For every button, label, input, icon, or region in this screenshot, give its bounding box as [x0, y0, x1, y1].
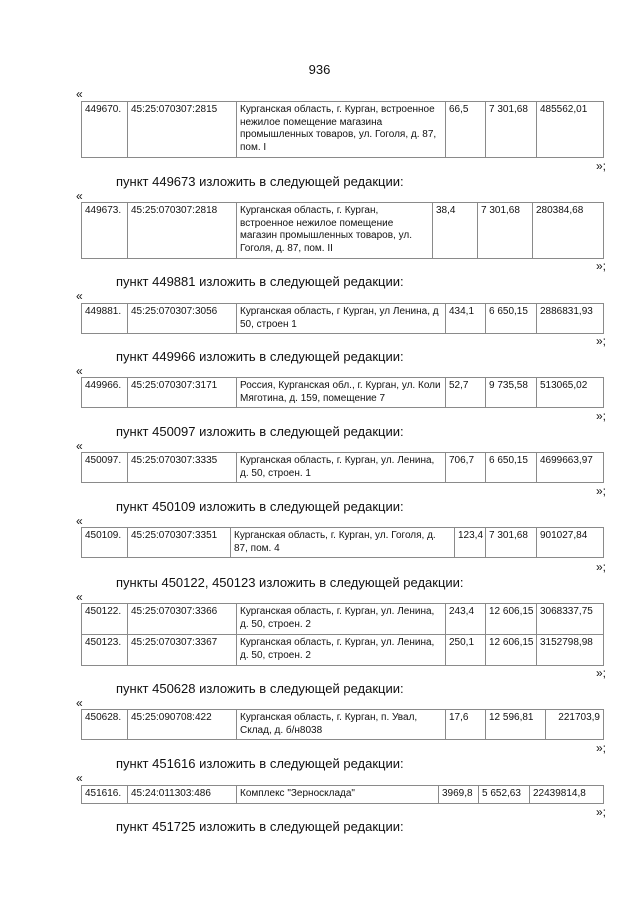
price: 7 301,68 — [478, 203, 533, 259]
area: 706,7 — [446, 453, 486, 483]
instruction: пункт 451725 изложить в следующей редакции: — [116, 819, 404, 834]
cadastral-number: 45:25:070307:3367 — [128, 635, 237, 666]
area: 243,4 — [446, 604, 486, 635]
area: 17,6 — [446, 710, 486, 740]
address: Комплекс "Зерносклада" — [237, 786, 439, 804]
price: 9 735,58 — [486, 378, 537, 408]
total: 513065,02 — [537, 378, 604, 408]
area: 434,1 — [446, 304, 486, 334]
close-quote: »; — [596, 805, 607, 819]
record-table — [81, 377, 604, 408]
record-table — [81, 603, 604, 666]
open-quote: « — [76, 289, 83, 303]
total: 3152798,98 — [537, 635, 604, 666]
address: Курганская область, г. Курган, встроенное нежилое помещение магазин промышленных товаров, ул. Гоголя, д. 87, пом. II — [237, 203, 433, 259]
price: 12 606,15 — [486, 635, 537, 666]
table-row — [82, 528, 604, 558]
instruction: пункты 450122, 450123 изложить в следующей редакции: — [116, 575, 464, 590]
table-row — [82, 203, 604, 259]
record-table — [81, 709, 604, 740]
row-number: 450123. — [82, 635, 128, 666]
row-number: 450122. — [82, 604, 128, 635]
price: 7 301,68 — [486, 102, 537, 158]
close-quote: »; — [596, 259, 607, 273]
row-number: 450109. — [82, 528, 128, 558]
area: 250,1 — [446, 635, 486, 666]
instruction: пункт 449966 изложить в следующей редакции: — [116, 349, 404, 364]
total: 221703,9 — [546, 710, 604, 740]
price: 6 650,15 — [486, 304, 537, 334]
address: Курганская область, г. Курган, ул. Ленина, д. 50, строен. 2 — [237, 635, 446, 666]
open-quote: « — [76, 590, 83, 604]
row-number: 449673. — [82, 203, 128, 259]
price: 6 650,15 — [486, 453, 537, 483]
total: 901027,84 — [537, 528, 604, 558]
record-table — [81, 452, 604, 483]
area: 3969,8 — [439, 786, 479, 804]
total: 280384,68 — [533, 203, 604, 259]
table-row — [82, 378, 604, 408]
cadastral-number: 45:25:070307:2815 — [128, 102, 237, 158]
record-table — [81, 202, 604, 259]
table-row — [82, 604, 604, 635]
record-table — [81, 303, 604, 334]
table-row — [82, 102, 604, 158]
open-quote: « — [76, 514, 83, 528]
price: 7 301,68 — [486, 528, 537, 558]
address: Курганская область, г. Курган, ул. Ленина, д. 50, строен. 1 — [237, 453, 446, 483]
cadastral-number: 45:24:011303:486 — [128, 786, 237, 804]
close-quote: »; — [596, 741, 607, 755]
instruction: пункт 451616 изложить в следующей редакции: — [116, 756, 404, 771]
close-quote: »; — [596, 484, 607, 498]
cadastral-number: 45:25:070307:3335 — [128, 453, 237, 483]
open-quote: « — [76, 364, 83, 378]
page-number: 936 — [308, 62, 331, 77]
instruction: пункт 450109 изложить в следующей редакции: — [116, 499, 404, 514]
instruction: пункт 449673 изложить в следующей редакции: — [116, 174, 404, 189]
total: 485562,01 — [537, 102, 604, 158]
open-quote: « — [76, 439, 83, 453]
instruction: пункт 450097 изложить в следующей редакции: — [116, 424, 404, 439]
cadastral-number: 45:25:070307:2818 — [128, 203, 237, 259]
cadastral-number: 45:25:090708:422 — [128, 710, 237, 740]
row-number: 449670. — [82, 102, 128, 158]
address: Курганская область, г. Курган, ул. Ленина, д. 50, строен. 2 — [237, 604, 446, 635]
cadastral-number: 45:25:070307:3351 — [128, 528, 231, 558]
area: 52,7 — [446, 378, 486, 408]
area: 66,5 — [446, 102, 486, 158]
address: Россия, Курганская обл., г. Курган, ул. Коли Мяготина, д. 159, помещение 7 — [237, 378, 446, 408]
close-quote: »; — [596, 666, 607, 680]
price: 12 606,15 — [486, 604, 537, 635]
area: 123,4 — [455, 528, 486, 558]
row-number: 451616. — [82, 786, 128, 804]
total: 22439814,8 — [530, 786, 604, 804]
close-quote: »; — [596, 560, 607, 574]
price: 12 596,81 — [486, 710, 546, 740]
close-quote: »; — [596, 409, 607, 423]
open-quote: « — [76, 189, 83, 203]
close-quote: »; — [596, 334, 607, 348]
record-table — [81, 101, 604, 158]
row-number: 449881. — [82, 304, 128, 334]
address: Курганская область, г Курган, ул Ленина, д 50, строен 1 — [237, 304, 446, 334]
open-quote: « — [76, 87, 83, 101]
row-number: 450097. — [82, 453, 128, 483]
table-row — [82, 786, 604, 804]
record-table — [81, 527, 604, 558]
address: Курганская область, г. Курган, встроенное нежилое помещение магазина промышленных товаров, ул. Гоголя, д. 87, пом. I — [237, 102, 446, 158]
table-row — [82, 635, 604, 666]
address: Курганская область, г. Курган, ул. Гоголя, д. 87, пом. 4 — [231, 528, 455, 558]
price: 5 652,63 — [479, 786, 530, 804]
table-row — [82, 304, 604, 334]
table-row — [82, 710, 604, 740]
table-row — [82, 453, 604, 483]
cadastral-number: 45:25:070307:3056 — [128, 304, 237, 334]
record-table — [81, 785, 604, 804]
close-quote: »; — [596, 159, 607, 173]
row-number: 450628. — [82, 710, 128, 740]
total: 2886831,93 — [537, 304, 604, 334]
open-quote: « — [76, 771, 83, 785]
total: 3068337,75 — [537, 604, 604, 635]
row-number: 449966. — [82, 378, 128, 408]
cadastral-number: 45:25:070307:3171 — [128, 378, 237, 408]
cadastral-number: 45:25:070307:3366 — [128, 604, 237, 635]
instruction: пункт 449881 изложить в следующей редакции: — [116, 274, 404, 289]
total: 4699663,97 — [537, 453, 604, 483]
instruction: пункт 450628 изложить в следующей редакции: — [116, 681, 404, 696]
address: Курганская область, г. Курган, п. Увал, Склад, д. б/н8038 — [237, 710, 446, 740]
area: 38,4 — [433, 203, 478, 259]
open-quote: « — [76, 696, 83, 710]
